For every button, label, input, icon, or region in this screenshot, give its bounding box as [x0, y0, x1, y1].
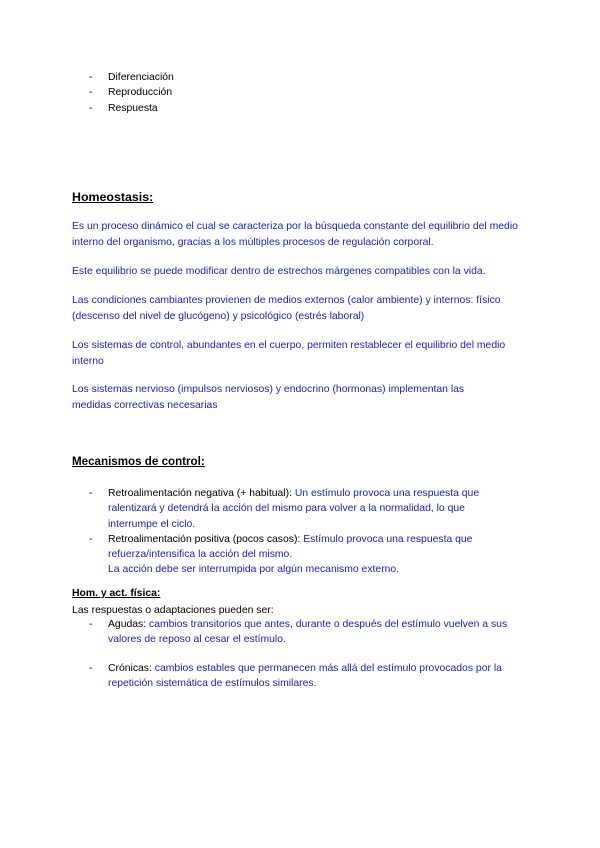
- list-item: - Respuesta: [89, 101, 174, 116]
- item-label: Retroalimentación positiva (pocos casos):: [108, 533, 301, 545]
- homeostasis-paragraph: Las condiciones cambiantes provienen de medios externos (calor ambiente) y internos: físico (descenso del nivel de glucógeno) y psicológico (estrés laboral): [72, 295, 501, 322]
- item-text: Estímulo provoca una respuesta que refuerza/intensifica la acción del mismo.: [108, 533, 473, 561]
- item-label: Agudas:: [108, 619, 147, 630]
- list-item: [89, 617, 517, 648]
- item-extra: La acción debe ser interrumpida por algún mecanismo externo.: [108, 564, 400, 576]
- list-item: [89, 532, 517, 578]
- item-text: cambios transitorios que antes, durante o después del estímulo vuelven a sus valores de reposo al cesar el estímulo.: [108, 619, 508, 646]
- hom-act-intro: Las respuestas o adaptaciones pueden ser:: [72, 605, 274, 616]
- item-label: Retroalimentación negativa (+ habitual):: [108, 488, 292, 499]
- item-text: Un estímulo provoca una respuesta que ralentizará y detendrá la acción del mismo para volver a la normalidad, lo que interrumpe el ciclo.: [108, 488, 480, 530]
- homeostasis-paragraph: Los sistemas de control, abundantes en el cuerpo, permiten restablecer el equilibrio del medio interno: [72, 340, 506, 367]
- homeostasis-paragraph: Este equilibrio se puede modificar dentro de estrechos márgenes compatibles con la vida.: [72, 266, 486, 277]
- list-item: - Reproducción: [89, 85, 174, 100]
- mecanismos-heading: Mecanismos de control:: [72, 455, 205, 468]
- item-text: cambios estables que permanecen más allá del estímulo provocados por la repetición sistemática de estímulos similares.: [108, 663, 502, 690]
- list-item: [89, 661, 517, 692]
- homeostasis-paragraph: Los sistemas nervioso (impulsos nerviosos) y endocrino (hormonas) implementan las medidas correctivas necesarias: [72, 384, 465, 411]
- homeostasis-paragraph: Es un proceso dinámico el cual se caracteriza por la búsqueda constante del equilibrio del medio interno del organismo, gracias a los múltiples procesos de regulación corporal.: [72, 221, 518, 248]
- list-item: [89, 486, 517, 532]
- hom-act-list-2: [89, 661, 517, 692]
- hom-act-list: [89, 617, 517, 648]
- homeostasis-heading: Homeostasis:: [72, 190, 154, 204]
- hom-act-heading: Hom. y act. física:: [72, 588, 161, 599]
- item-label: Crónicas:: [108, 663, 152, 674]
- list-item: - Diferenciación: [89, 70, 174, 85]
- mecanismos-list: [89, 486, 517, 578]
- intro-list: [89, 70, 174, 116]
